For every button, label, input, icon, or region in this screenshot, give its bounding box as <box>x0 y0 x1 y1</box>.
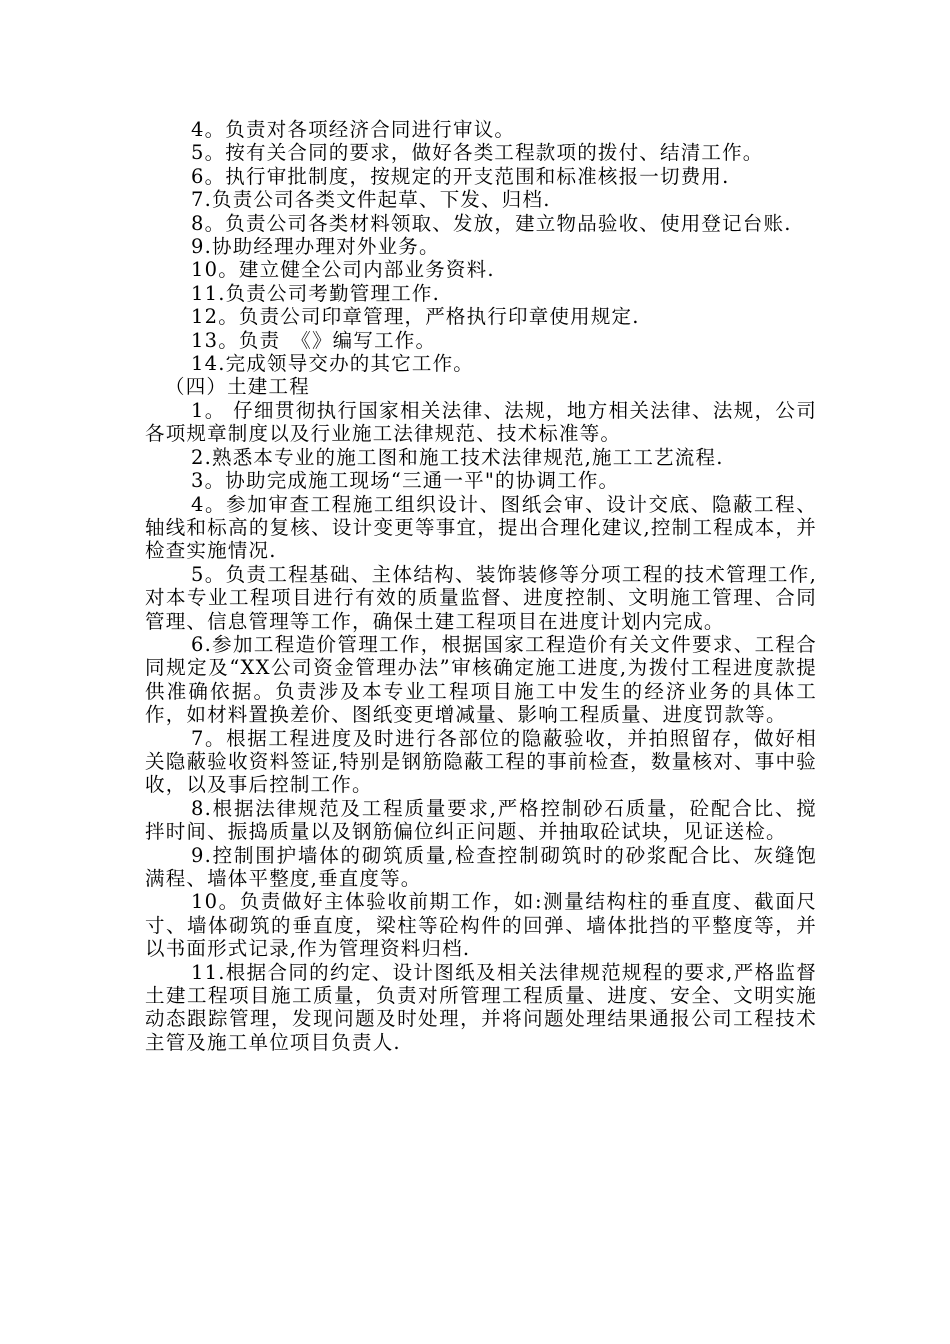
paragraph: 11.负责公司考勤管理工作. <box>191 281 441 305</box>
paragraph: 14.完成领导交办的其它工作。 <box>191 352 475 376</box>
paragraph: 10。建立健全公司内部业务资料. <box>191 258 495 282</box>
section-paragraph: 1。 仔细贯彻执行国家相关法律、法规，地方相关法律、法规，公司各项规章制度以及行业施工法律规范、技术标准等。 <box>145 398 817 446</box>
paragraph: 9.协助经理办理对外业务。 <box>191 235 440 259</box>
section-paragraph: 6.参加工程造价管理工作，根据国家工程造价有关文件要求、工程合同规定及“XX公司资金管理办法”审核确定施工进度,为拨付工程进度款提供准确依据。负责涉及本专业工程项目施工中发生的经济业务的具体工作，如材料置换差价、图纸变更增减量、影响工程质量、进度罚款等。 <box>145 632 817 727</box>
paragraph: 12。负责公司印章管理，严格执行印章使用规定. <box>191 305 640 329</box>
section-paragraph: 10。负责做好主体验收前期工作，如:测量结构柱的垂直度、截面尺寸、墙体砌筑的垂直度，梁柱等砼构件的回弹、墙体批挡的平整度等，并以书面形式记录,作为管理资料归档. <box>145 890 817 961</box>
paragraph: 4。负责对各项经济合同进行审议。 <box>191 118 516 141</box>
paragraph: 7.负责公司各类文件起草、下发、归档. <box>191 188 551 212</box>
section-paragraph: 8.根据法律规范及工程质量要求,严格控制砂石质量，砼配合比、搅拌时间、振捣质量以及钢筋偏位纠正问题、并抽取砼试块，见证送检。 <box>145 796 817 844</box>
section-paragraph: 5。负责工程基础、主体结构、装饰装修等分项工程的技术管理工作,对本专业工程项目进行有效的质量监督、进度控制、文明施工管理、合同管理、信息管理等工作，确保土建工程项目在进度计划内完成。 <box>145 562 817 633</box>
section-paragraph: 11.根据合同的约定、设计图纸及相关法律规范规程的要求,严格监督土建工程项目施工质量，负责对所管理工程质量、进度、安全、文明实施动态跟踪管理，发现问题及时处理，并将问题处理结果通报公司工程技术主管及施工单位项目负责人. <box>145 960 817 1054</box>
paragraph: 13。负责 《》编写工作。 <box>191 328 437 352</box>
section-paragraph: 3。协助完成施工现场“三通一平"的协调工作。 <box>191 469 620 493</box>
section-paragraph: 2.熟悉本专业的施工图和施工技术法律规范,施工工艺流程. <box>191 445 724 469</box>
paragraph: 5。按有关合同的要求，做好各类工程款项的拨付、结清工作。 <box>191 141 764 165</box>
paragraph: 6。执行审批制度，按规定的开支范围和标准核报一切费用. <box>191 164 730 188</box>
document-body <box>145 118 817 1054</box>
section-paragraph: 9.控制围护墙体的砌筑质量,检查控制砌筑时的砂浆配合比、灰缝饱满程、墙体平整度,垂直度等。 <box>145 843 817 890</box>
section-heading: （四）土建工程 <box>165 375 310 399</box>
section-paragraph: 4。参加审查工程施工组织设计、图纸会审、设计交底、隐蔽工程、轴线和标高的复核、设计变更等事宜，提出合理化建议,控制工程成本，并检查实施情况. <box>145 492 817 563</box>
section-paragraph: 7。根据工程进度及时进行各部位的隐蔽验收，并拍照留存，做好相关隐蔽验收资料签证,特别是钢筋隐蔽工程的事前检查，数量核对、事中验收，以及事后控制工作。 <box>145 726 817 797</box>
paragraph: 8。负责公司各类材料领取、发放，建立物品验收、使用登记台账. <box>191 211 792 235</box>
